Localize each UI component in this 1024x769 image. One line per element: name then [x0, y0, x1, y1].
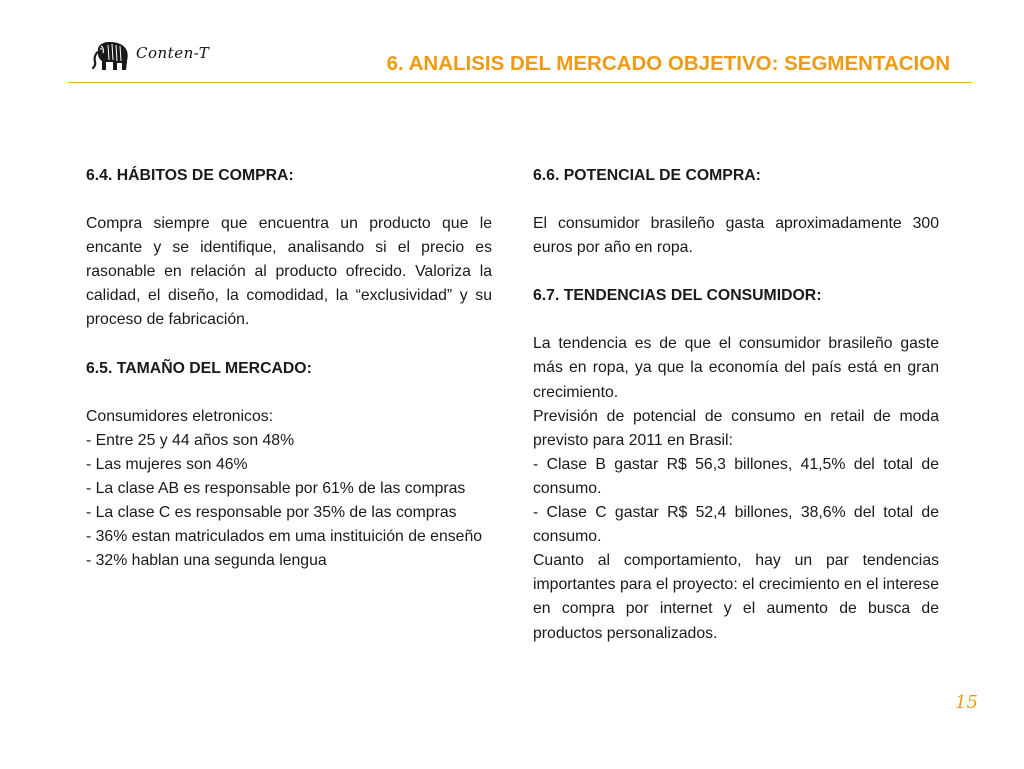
list-item: - 32% hablan una segunda lengua	[86, 552, 327, 570]
left-column	[86, 164, 492, 573]
brand-logo	[92, 40, 209, 72]
header-divider	[68, 82, 972, 83]
right-column	[533, 164, 939, 646]
list-item: - La clase C es responsable por 35% de las compras	[86, 504, 457, 522]
section-heading-potencial: 6.6. POTENCIAL DE COMPRA:	[533, 167, 761, 184]
list-item: Consumidores eletronicos:	[86, 407, 274, 425]
section-heading-habitos: 6.4. HÁBITOS DE COMPRA:	[86, 167, 294, 184]
section-body-habitos: Compra siempre que encuentra un producto que le encante y se identifique, analisando si el precio es rasonable en relación al producto ofrecido. Valoriza la calidad, el diseño, la comodidad, la “exclusividad” y su proceso de fabricación.	[86, 215, 492, 329]
elephant-icon	[92, 40, 132, 72]
section-heading-tendencias: 6.7. TENDENCIAS DEL CONSUMIDOR:	[533, 287, 822, 305]
paragraph: Cuanto al comportamiento, hay un par tendencias importantes para el proyecto: el crecimiento en el interese en compra por internet y el aumento de busca de productos personalizados.	[533, 552, 939, 642]
list-item: - Clase B gastar R$ 56,3 billones, 41,5% del total de consumo.	[533, 455, 939, 497]
list-item: - Entre 25 y 44 años son 48%	[86, 431, 295, 449]
slide-header	[0, 0, 1024, 84]
paragraph: Previsión de potencial de consumo en retail de moda previsto para 2011 en Brasil:	[533, 407, 939, 449]
logo-text: Conten-T	[136, 44, 210, 62]
list-item: - Clase C gastar R$ 52,4 billones, 38,6% del total de consumo.	[533, 504, 939, 546]
list-item: - 36% estan matriculados em uma instituición de enseño	[86, 528, 483, 546]
paragraph: La tendencia es de que el consumidor brasileño gaste más en ropa, ya que la economía del país está en gran crecimiento.	[533, 335, 939, 401]
section-heading-tamano: 6.5. TAMAÑO DEL MERCADO:	[86, 359, 312, 377]
list-item: - La clase AB es responsable por 61% de las compras	[86, 479, 466, 497]
page-number: 15	[955, 692, 978, 713]
section-body-potencial: El consumidor brasileño gasta aproximadamente 300 euros por año en ropa.	[533, 215, 939, 257]
list-item: - Las mujeres son 46%	[86, 455, 248, 473]
page-title: 6. ANALISIS DEL MERCADO OBJETIVO: SEGMENTACION	[386, 52, 950, 75]
